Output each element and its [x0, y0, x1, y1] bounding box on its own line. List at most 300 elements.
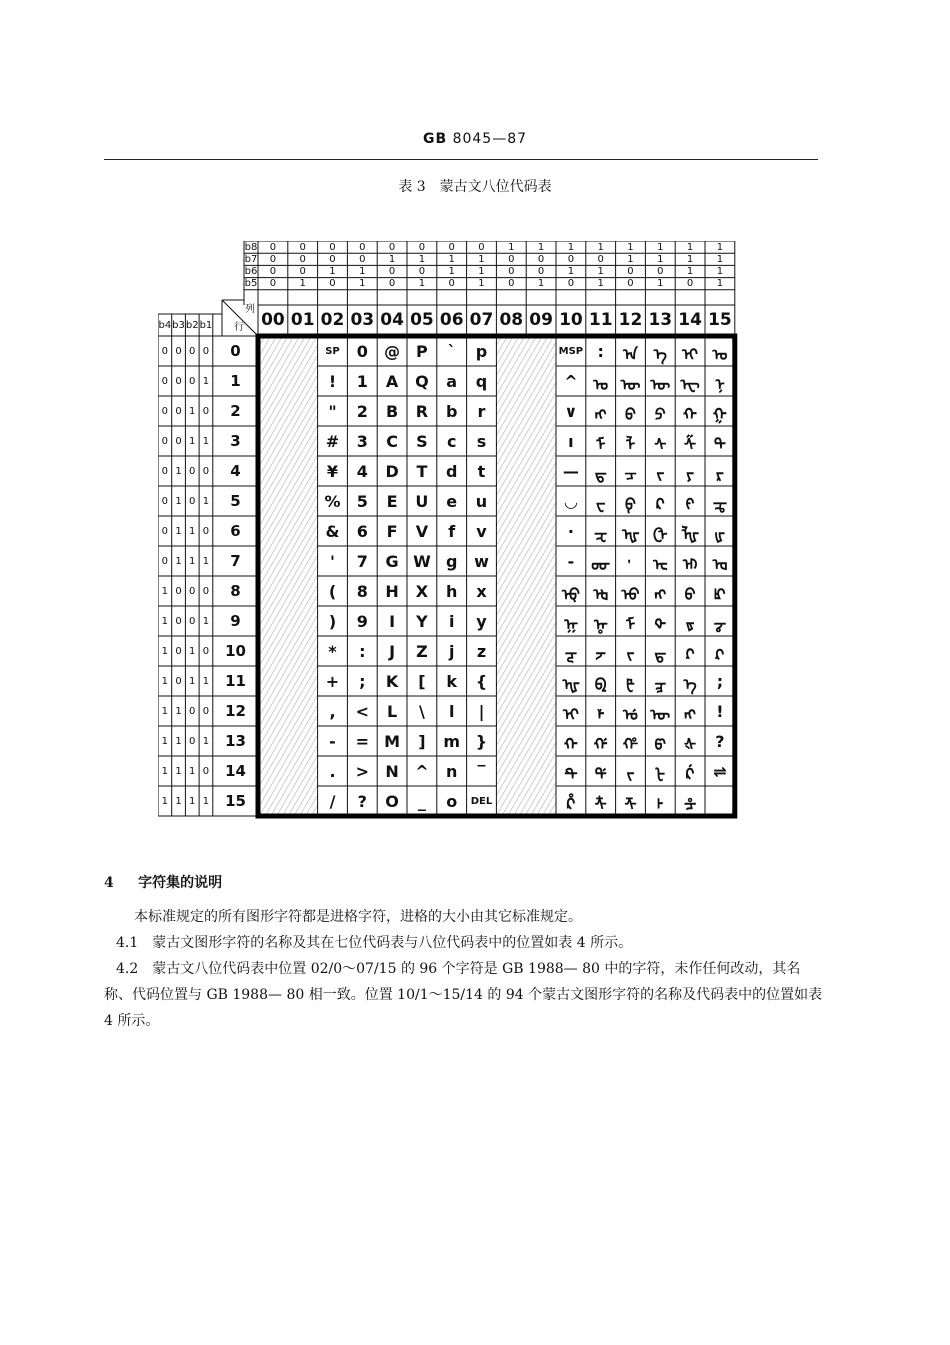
column-bit: 0: [388, 278, 396, 290]
code-char: v: [476, 521, 487, 541]
code-char: ᠲ: [713, 435, 726, 454]
column-bit: 1: [448, 265, 455, 277]
code-char: ‾: [477, 761, 486, 781]
code-char: ᡝ: [683, 675, 697, 694]
code-char: ᡊ: [654, 585, 667, 604]
code-char: (: [328, 581, 337, 601]
code-char: ᡂ: [591, 555, 611, 574]
code-char: /: [329, 791, 336, 811]
code-char: ᡪ: [626, 765, 635, 784]
column-bit: 1: [597, 278, 604, 290]
code-char: ᠴ: [624, 465, 637, 484]
code-char: ᠡ: [653, 345, 667, 364]
row-bit: 1: [175, 795, 182, 807]
code-char: ᡜ: [654, 675, 667, 694]
code-char: ᠽ: [594, 525, 608, 544]
row-number: 7: [230, 552, 241, 570]
code-char: J: [389, 641, 396, 661]
code-char: @: [384, 341, 401, 361]
column-header: 04: [380, 309, 404, 330]
code-char: ᠦ: [650, 375, 671, 394]
column-header: 15: [708, 309, 732, 330]
code-char: ᡏ: [625, 615, 636, 634]
column-bit: 1: [567, 265, 575, 277]
column-bit: 1: [627, 241, 634, 253]
code-char: ᡬ: [685, 765, 695, 784]
code-char: %: [324, 491, 341, 511]
column-header: 09: [529, 309, 553, 330]
header-rule: [104, 159, 818, 160]
code-char: ᠪ: [625, 405, 636, 424]
row-bit: 0: [189, 465, 196, 477]
code-char: ᡆ: [712, 555, 728, 574]
code-char: a: [446, 371, 458, 391]
section-heading: [104, 872, 222, 892]
row-number: 15: [225, 792, 246, 810]
column-bit: 0: [448, 278, 455, 290]
code-char: ᠨ: [715, 375, 725, 394]
code-char: ᠭ: [712, 405, 727, 424]
column-header: 10: [559, 309, 583, 330]
code-char: ᠥ: [620, 375, 641, 394]
standard-prefix: GB: [422, 131, 448, 147]
code-char: ᠹ: [625, 495, 636, 514]
code-char: ": [328, 401, 337, 421]
row-bit: 1: [202, 435, 210, 447]
column-bit: 0: [269, 265, 277, 277]
code-table: [158, 241, 738, 821]
code-char: Q: [415, 371, 429, 391]
code-char: ᡗ: [685, 645, 695, 664]
row-bit: 0: [202, 705, 210, 717]
row-bit: 1: [189, 555, 196, 567]
paragraph-intro: 本标准规定的所有图形字符都是进格字符，进格的大小由其它标准规定。: [134, 909, 582, 925]
column-bit: 1: [716, 265, 724, 277]
row-bit: 0: [161, 405, 169, 417]
column-bit: 1: [388, 253, 396, 265]
code-char: ᡚ: [594, 675, 607, 694]
bit-label: b7: [244, 253, 258, 265]
code-char: ᡟ: [596, 705, 605, 724]
code-char: ᡙ: [561, 675, 580, 694]
code-char: i: [448, 611, 455, 631]
section-number: 4: [104, 875, 114, 891]
row-bit: 0: [189, 705, 196, 717]
row-number: 6: [230, 522, 241, 540]
code-char: Y: [416, 611, 428, 631]
code-char: }: [475, 731, 488, 751]
row-bit: 0: [175, 675, 182, 687]
column-bit: 0: [269, 241, 277, 253]
code-char: ᠵ: [656, 465, 665, 484]
code-char: V: [415, 521, 429, 541]
row-bit: 1: [189, 525, 196, 537]
code-char: k: [446, 671, 458, 691]
code-char: ᠧ: [680, 375, 700, 394]
row-number: 2: [230, 402, 241, 420]
code-char: 5: [356, 491, 368, 511]
code-char: ): [328, 611, 337, 631]
code-char: ᡦ: [654, 735, 667, 754]
column-bit: 1: [627, 253, 634, 265]
row-bit: 0: [202, 765, 210, 777]
code-char: ⇌: [713, 761, 727, 781]
row-bit: 0: [189, 495, 196, 507]
row-bit: 0: [202, 405, 210, 417]
code-char: =: [355, 731, 369, 751]
column-header: 03: [350, 309, 375, 330]
code-char: 0: [356, 341, 368, 361]
code-char: {: [475, 671, 488, 691]
column-bit: 1: [537, 241, 545, 253]
row-bit: 1: [189, 795, 196, 807]
code-char: [616, 546, 646, 576]
col-corner-label: 列: [245, 303, 255, 315]
code-char: u: [475, 491, 488, 511]
column-bit: 0: [627, 278, 634, 290]
row-bit: 0: [175, 435, 182, 447]
row-bit: 1: [202, 735, 210, 747]
code-char: ᡨ: [564, 765, 578, 784]
code-char: ᡢ: [684, 705, 696, 724]
code-char: ᡌ: [714, 585, 726, 604]
column-bit: 1: [716, 241, 724, 253]
code-char: ᠻ: [685, 495, 695, 514]
code-char: ᡕ: [626, 645, 635, 664]
code-char: [: [418, 671, 426, 691]
row-bit: 0: [189, 585, 196, 597]
code-char: f: [448, 521, 456, 541]
code-char: ᡛ: [626, 675, 635, 694]
code-char: ᡒ: [713, 615, 727, 634]
row-bit: 0: [175, 375, 182, 387]
column-bit: 0: [359, 241, 366, 253]
row-bit: 0: [202, 645, 210, 657]
table-caption: 表 3 蒙古文八位代码表: [398, 179, 552, 195]
section-title: 字符集的说明: [138, 875, 223, 891]
code-char: #: [325, 431, 340, 451]
column-bit: 0: [537, 253, 545, 265]
column-header: 13: [648, 309, 673, 330]
column-bit: 1: [478, 265, 485, 277]
code-char: ᡡ: [650, 705, 671, 724]
code-char: ᡥ: [622, 735, 639, 754]
code-char: ᡮ: [594, 795, 607, 814]
column-bit: 0: [597, 253, 604, 265]
row-bit: 0: [175, 645, 182, 657]
column-bit: 0: [388, 265, 396, 277]
row-bit: 1: [189, 765, 196, 777]
code-char: ;: [359, 671, 366, 691]
column-bit: 1: [657, 241, 664, 253]
column-bit: 0: [359, 253, 366, 265]
code-char: 8: [356, 581, 368, 601]
column-bit: 1: [657, 253, 664, 265]
code-char: ᡔ: [595, 645, 606, 664]
code-char: MSP: [558, 345, 584, 357]
code-char: C: [386, 431, 398, 451]
code-char: [705, 786, 735, 816]
row-number: 5: [230, 492, 241, 510]
code-char: *: [328, 641, 337, 661]
column-bit: 0: [329, 241, 336, 253]
code-char: —: [562, 461, 579, 481]
row-bit: 0: [161, 435, 169, 447]
column-bit: 1: [686, 265, 694, 277]
code-char: .: [329, 761, 336, 781]
hatched-region: [496, 336, 556, 816]
row-number: 11: [225, 672, 246, 690]
code-char: ᠣ: [712, 345, 728, 364]
code-char: :: [359, 641, 366, 661]
code-char: ◡: [564, 491, 578, 511]
code-char: y: [476, 611, 487, 631]
bit-label: b5: [244, 278, 258, 290]
row-number: 12: [225, 702, 246, 720]
code-char: ᡐ: [654, 615, 667, 634]
code-char: p: [475, 341, 488, 361]
code-char: ᠮ: [595, 435, 606, 454]
code-char: |: [478, 701, 485, 721]
code-char: 4: [356, 461, 368, 481]
code-char: l: [448, 701, 455, 721]
code-char: ∨: [564, 401, 578, 421]
code-char: ᡣ: [563, 735, 578, 754]
row-bit: 1: [175, 525, 182, 537]
page-header: [0, 131, 950, 147]
row-number: 13: [225, 732, 246, 750]
column-bit: 1: [508, 241, 515, 253]
column-bit: 1: [359, 265, 366, 277]
column-bit: 0: [508, 253, 515, 265]
column-bit: 0: [537, 265, 545, 277]
code-char: ᡧ: [684, 735, 697, 754]
row-bit: 0: [175, 345, 182, 357]
column-bit: 1: [716, 253, 724, 265]
row-bit: 1: [189, 405, 196, 417]
code-char: S: [416, 431, 428, 451]
code-char: ᡯ: [624, 795, 637, 814]
code-char: <: [355, 701, 369, 721]
code-char: DEL: [470, 795, 493, 807]
row-bit: 1: [202, 795, 210, 807]
code-char: K: [385, 671, 399, 691]
row-bit: 1: [161, 735, 169, 747]
column-bit: 0: [269, 253, 277, 265]
code-char: 9: [356, 611, 368, 631]
paragraph-4-2: 4.2 蒙古文八位代码表中位置 02/0～07/15 的 96 个字符是 GB 1988— 80 中的字符，未作任何改动，其名称、代码位置与 GB 1988— 80 相一致。位置 10/1～15/14 的 94 个蒙古文图形字符的名称及代码表中的位置如表 4 所示。: [104, 961, 823, 1029]
row-bit: 1: [202, 495, 210, 507]
code-char: 6: [356, 521, 368, 541]
row-bit: 0: [189, 615, 196, 627]
code-char: ᠠ: [623, 345, 638, 364]
code-char: ᡍ: [563, 615, 579, 634]
row-bit: 1: [202, 615, 210, 627]
row-bit: 0: [175, 405, 182, 417]
code-char: ': [330, 551, 335, 571]
row-bit: 0: [161, 465, 169, 477]
code-char: ⁃: [566, 551, 575, 571]
row-bit: 1: [161, 765, 169, 777]
code-char: ᠬ: [683, 405, 697, 424]
column-bit: 1: [686, 241, 694, 253]
column-bit: 1: [329, 265, 336, 277]
row-bit: 1: [161, 705, 169, 717]
column-bit: 1: [567, 241, 575, 253]
paragraph-4-1: 4.1 蒙古文图形字符的名称及其在七位代码表与八位代码表中的位置如表 4 所示。: [116, 935, 633, 951]
standard-number: 8045—87: [452, 131, 528, 147]
code-char: ᠾ: [621, 525, 640, 544]
code-char: B: [385, 401, 399, 421]
code-char: ᡉ: [621, 585, 640, 604]
code-char: F: [386, 521, 398, 541]
row-bit: 1: [175, 765, 182, 777]
code-char: X: [415, 581, 429, 601]
code-char: ^: [415, 761, 429, 781]
column-header: 08: [499, 309, 524, 330]
row-bit: 0: [175, 615, 182, 627]
column-bit: 0: [299, 253, 306, 265]
column-bit: 0: [627, 265, 634, 277]
code-char: 2: [356, 401, 368, 421]
code-char: ᠿ: [653, 525, 668, 544]
column-bit: 0: [329, 253, 336, 265]
code-char: ᠱ: [684, 435, 697, 454]
column-bit: 1: [418, 278, 426, 290]
code-char: ᠶ: [686, 465, 695, 484]
code-char: L: [386, 701, 398, 721]
code-char: q: [475, 371, 488, 391]
code-char: w: [474, 551, 489, 571]
code-char: U: [415, 491, 429, 511]
row-number: 8: [230, 582, 241, 600]
code-char: P: [416, 341, 428, 361]
row-bit: 0: [161, 375, 169, 387]
code-char: ·: [567, 521, 574, 541]
column-header: 02: [320, 309, 345, 330]
bit-label: b6: [244, 265, 258, 277]
row-bit: 1: [161, 675, 169, 687]
column-bit: 0: [299, 241, 306, 253]
row-number: 10: [225, 642, 246, 660]
row-bit-label: b4: [158, 319, 172, 331]
row-bit: 0: [202, 465, 210, 477]
code-char: ᠸ: [595, 495, 606, 514]
column-bit: 0: [508, 278, 515, 290]
column-bit: 1: [597, 241, 604, 253]
code-char: h: [446, 581, 458, 601]
row-bit: 1: [161, 645, 169, 657]
code-char: \: [418, 701, 425, 721]
code-char: ^: [564, 371, 578, 391]
column-bit: 1: [418, 253, 426, 265]
row-bit: 0: [202, 585, 210, 597]
column-bit: 1: [657, 278, 664, 290]
code-char: ᡇ: [561, 585, 580, 604]
code-char: ᠢ: [682, 345, 699, 364]
code-char: ᡅ: [682, 555, 698, 574]
hatched-region: [258, 336, 318, 816]
code-char: A: [385, 371, 399, 391]
code-char: ᡖ: [654, 645, 667, 664]
column-bit: 0: [657, 265, 664, 277]
row-bit: 1: [202, 375, 210, 387]
column-header: 00: [261, 309, 285, 330]
code-char: ᠼ: [712, 495, 728, 514]
code-char: ᠺ: [655, 495, 665, 514]
row-bit: 0: [161, 495, 169, 507]
code-char: 1: [356, 371, 368, 391]
row-number: 14: [225, 762, 246, 780]
code-char: ᡭ: [566, 795, 576, 814]
column-bit: 1: [597, 265, 604, 277]
code-char: O: [385, 791, 399, 811]
row-bit-label: b1: [199, 319, 213, 331]
row-bit: 1: [175, 705, 182, 717]
code-char: ᠯ: [625, 435, 636, 454]
code-char: ,: [329, 701, 336, 721]
column-bit: 1: [299, 278, 306, 290]
row-bit: 1: [189, 645, 196, 657]
code-char: ᡄ: [653, 555, 668, 574]
code-char: -: [329, 731, 336, 751]
column-bit: 1: [686, 253, 694, 265]
code-char: >: [355, 761, 369, 781]
column-header: 12: [618, 309, 643, 330]
code-char: m: [443, 731, 461, 751]
code-char: H: [385, 581, 399, 601]
code-char: 3: [356, 431, 368, 451]
code-char: g: [445, 551, 458, 571]
code-char: +: [325, 671, 340, 691]
row-bit-label: b2: [185, 319, 199, 331]
row-bit: 1: [189, 675, 196, 687]
row-number: 0: [230, 342, 241, 360]
code-char: `: [447, 341, 456, 361]
code-char: :: [597, 341, 604, 361]
code-char: ᡎ: [593, 615, 608, 634]
row-bit: 0: [189, 345, 196, 357]
code-char: ᡰ: [657, 795, 664, 814]
row-bit: 1: [161, 795, 169, 807]
code-char: ᡈ: [593, 585, 609, 604]
column-header: 07: [469, 309, 494, 330]
code-char: ᡘ: [715, 645, 725, 664]
code-char: G: [385, 551, 399, 571]
row-bit: 1: [161, 585, 169, 597]
code-char: R: [415, 401, 429, 421]
code-char: ᡠ: [623, 705, 638, 724]
code-char: _: [417, 791, 426, 811]
code-char: ;: [716, 671, 724, 691]
code-char: ᠳ: [594, 465, 607, 484]
code-char: ᡀ: [681, 525, 700, 544]
row-bit: 0: [161, 345, 169, 357]
code-char: x: [476, 581, 487, 601]
code-char: E: [386, 491, 398, 511]
bit-label: b8: [244, 241, 258, 253]
row-bit: 1: [175, 555, 182, 567]
code-char: ᡱ: [683, 795, 697, 814]
row-number: 3: [230, 432, 241, 450]
column-header: 11: [588, 309, 613, 330]
code-char: ?: [357, 791, 367, 811]
code-char: t: [477, 461, 486, 481]
row-bit: 0: [189, 735, 196, 747]
row-bit: 1: [175, 735, 182, 747]
column-header: 05: [410, 309, 434, 330]
row-number: 4: [230, 462, 241, 480]
